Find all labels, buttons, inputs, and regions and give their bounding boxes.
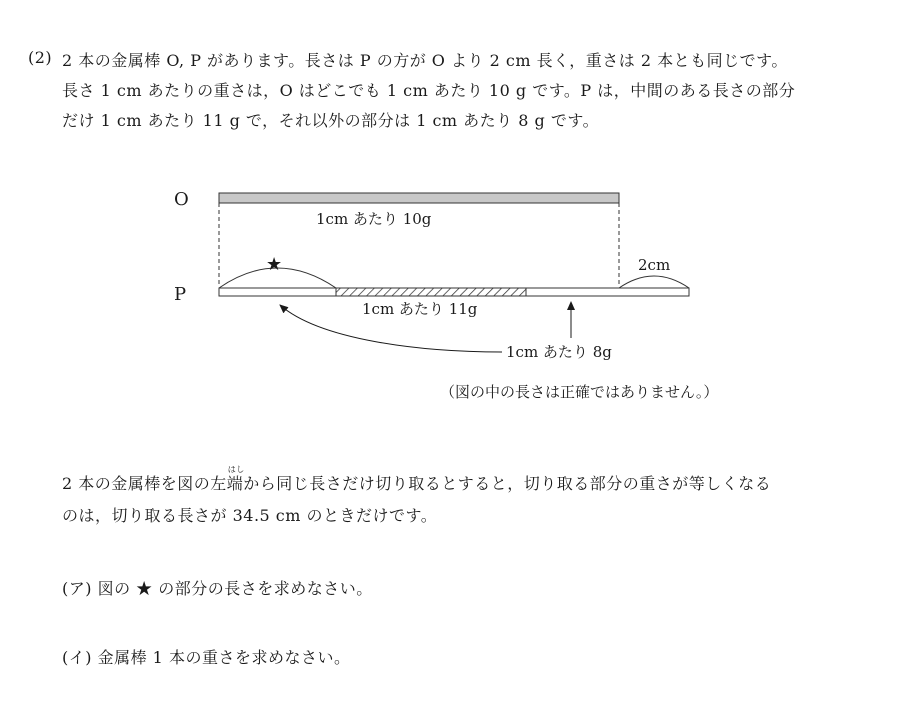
problem-number: (2) [28,48,53,67]
rod-p-other-rate-label: 1cm あたり 8g [506,343,612,361]
statement-word-hashi [226,465,245,493]
problem-line-3: だけ 1 cm あたり 11 g で，それ以外の部分は 1 cm あたり 8 g です。 [62,111,600,130]
question-a-label: (ア) [62,579,92,598]
question-a-text: 図の ★ の部分の長さを求めなさい。 [97,579,373,598]
problem-line-1: 2 本の金属棒 O, P があります。長さは P の方が O より 2 cm 長く，重さは 2 本とも同じです。 [62,51,788,70]
kanji-hashi: 端 [226,474,244,493]
extra-length-brace [619,276,689,288]
question-b-label: (イ) [62,648,92,667]
rod-p-middle-section [336,288,526,296]
rod-p-middle-rate-label: 1cm あたり 11g [362,300,478,318]
question-b-text: 金属棒 1 本の重さを求めなさい。 [97,648,351,667]
ruby-hashi: はし [227,465,245,474]
question-b [62,645,350,668]
statement-line-1-start: 2 本の金属棒を図の左 [62,474,227,493]
statement-line-1 [62,465,772,494]
question-a [62,576,373,599]
statement-line-2: のは，切り取る長さが 34.5 cm のときだけです。 [62,506,438,525]
statement-line-1-end: から同じ長さだけ切り取るとすると，切り取る部分の重さが等しくなる [243,474,772,493]
diagram-note: （図の中の長さは正確ではありません。） [440,383,719,401]
rod-p-label: P [174,284,187,305]
rod-o-rate-label: 1cm あたり 10g [316,210,432,228]
extra-length-label: 2cm [638,256,671,274]
rod-o-label: O [174,189,189,210]
rod-o [219,193,619,203]
star-icon: ★ [266,254,283,275]
problem-line-2: 長さ 1 cm あたりの重さは，O はどこでも 1 cm あたり 10 g です。P は，中間のある長さの部分 [62,81,796,100]
